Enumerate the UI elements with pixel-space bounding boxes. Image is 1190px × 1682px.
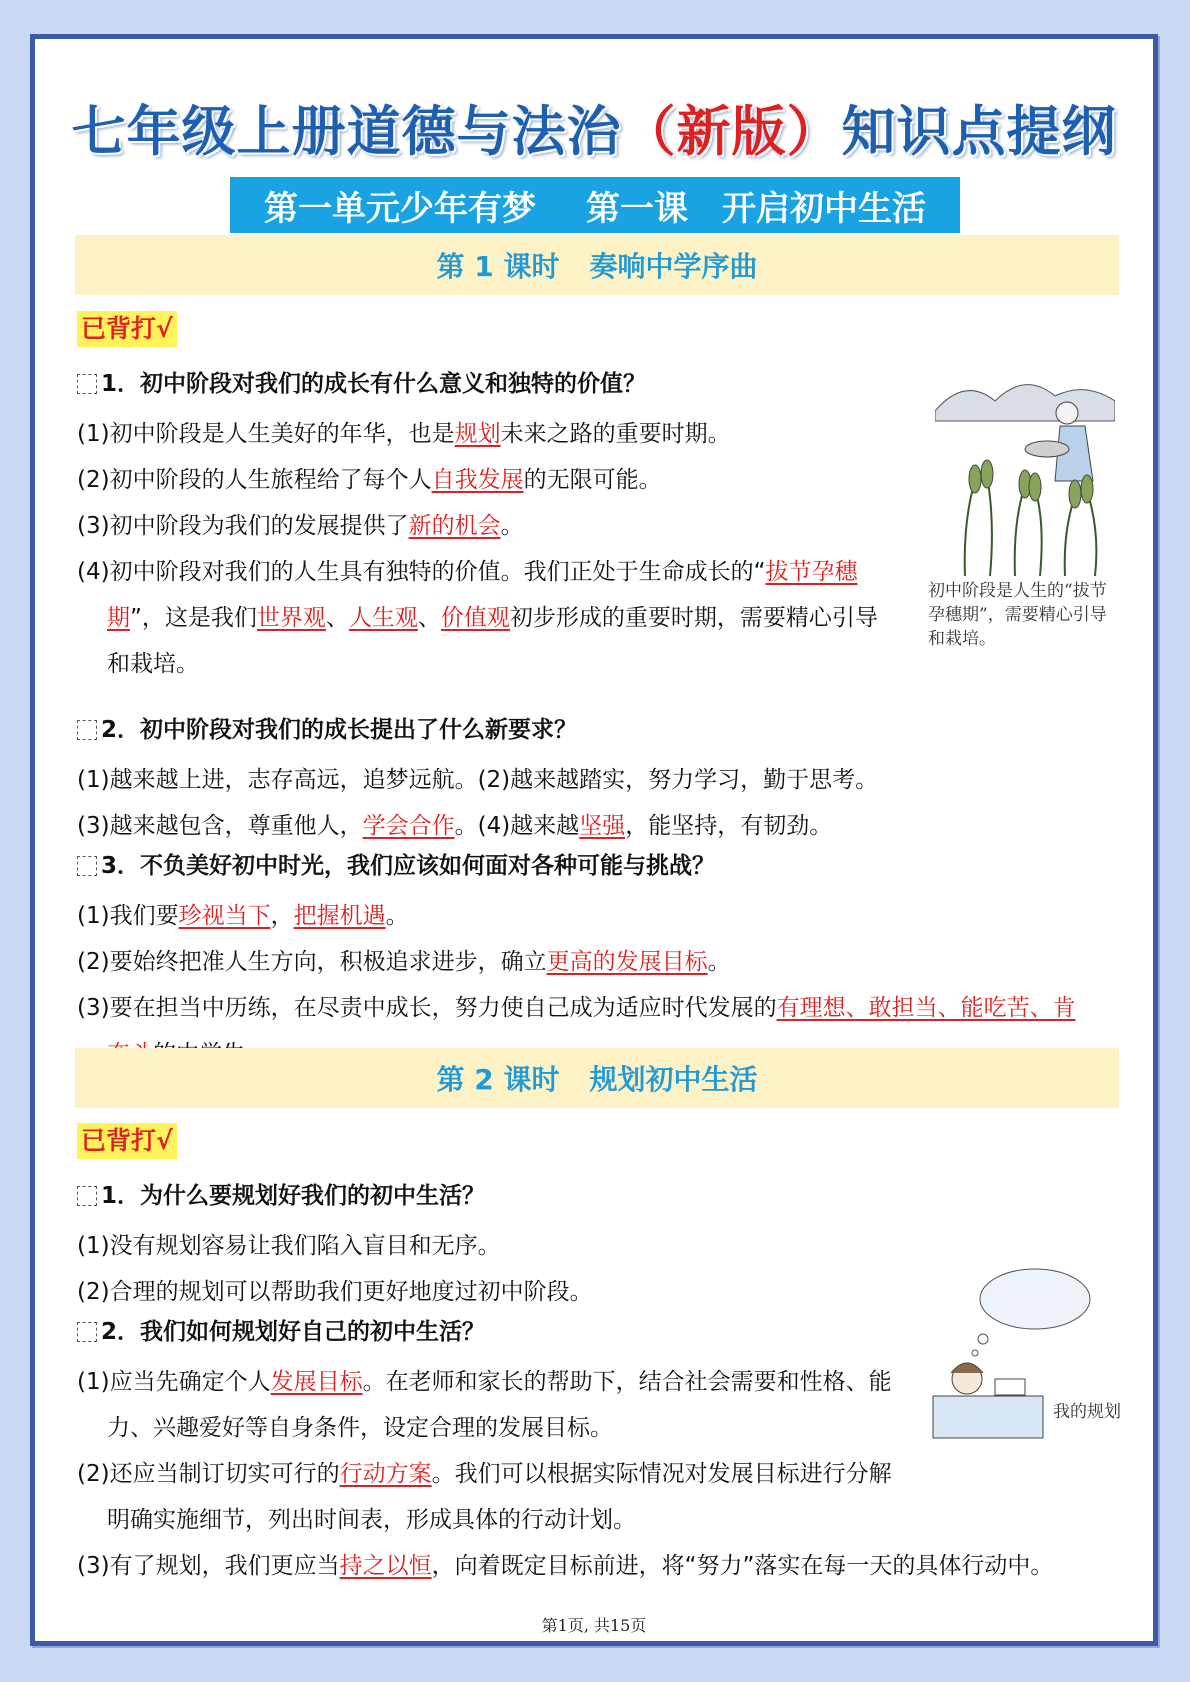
keyword: 期 <box>107 605 130 631</box>
lesson-label: 第一课 开启初中生活 <box>586 188 926 229</box>
answer-line: (2)合理的规划可以帮助我们更好地度过初中阶段。 <box>77 1279 593 1305</box>
checkbox[interactable] <box>77 720 97 740</box>
question-heading <box>77 1317 485 1347</box>
checkbox[interactable] <box>77 856 97 876</box>
keyword: 新的机会 <box>408 513 501 539</box>
memo-tag: 已背打√ <box>77 1123 177 1159</box>
unit-label: 第一单元少年有梦 <box>264 188 536 229</box>
answer-line: (2)要始终把准人生方向，积极追求进步，确立更高的发展目标。 <box>77 949 731 975</box>
answer-line: (2)初中阶段的人生旅程给了每个人自我发展的无限可能。 <box>77 467 662 493</box>
keyword: 人生观 <box>348 605 418 631</box>
answer-line: (3)有了规划，我们更应当持之以恒，向着既定目标前进，将“努力”落实在每一天的具体行动中。 <box>77 1553 1054 1579</box>
lesson2-bar <box>75 1048 1119 1108</box>
keyword: 珍视当下 <box>178 903 271 929</box>
title-text: 七年级上册道德与法治 <box>71 100 622 163</box>
question-heading <box>77 1181 485 1211</box>
answer-line: (1)越来越上进，志存高远，追梦远航。(2)越来越踏实，努力学习，勤于思考。 <box>77 767 879 793</box>
question-text: 2．我们如何规划好自己的初中生活？ <box>101 1319 486 1345</box>
question-heading <box>77 715 577 745</box>
illustration-caption: 我的规划 <box>1053 1402 1121 1422</box>
lesson1-number: 第 1 课时 <box>436 250 560 283</box>
unit-banner <box>230 177 960 233</box>
memo-tag: 已背打√ <box>77 311 177 347</box>
keyword: 持之以恒 <box>339 1553 432 1579</box>
keyword: 世界观 <box>256 605 326 631</box>
answer-line: (3)越来越包含，尊重他人，学会合作。(4)越来越坚强，能坚持，有韧劲。 <box>77 813 833 839</box>
question-text: 1．为什么要规划好我们的初中生活？ <box>101 1183 486 1209</box>
keyword: 学会合作 <box>362 813 455 839</box>
answer-paragraph: (2)还应当制订切实可行的行动方案。我们可以根据实际情况对发展目标进行分解 明确实施细节，列出时间表，形成具体的行动计划。 <box>77 1461 892 1533</box>
keyword: 更高的发展目标 <box>546 949 708 975</box>
lesson2-name: 规划初中生活 <box>589 1063 758 1096</box>
answer-line: (3)初中阶段为我们的发展提供了新的机会。 <box>77 513 524 539</box>
answer-paragraph: (1)应当先确定个人发展目标。在老师和家长的帮助下，结合社会需要和性格、能 力、兴趣爱好等自身条件，设定合理的发展目标。 <box>77 1369 892 1441</box>
keyword: 行动方案 <box>339 1461 432 1487</box>
checkbox[interactable] <box>77 1322 97 1342</box>
answer-line: (1)没有规划容易让我们陷入盲目和无序。 <box>77 1233 501 1259</box>
question-text: 1．初中阶段对我们的成长有什么意义和独特的价值？ <box>101 371 647 397</box>
keyword: 拔节孕穗 <box>765 559 858 585</box>
checkbox[interactable] <box>77 374 97 394</box>
checkbox[interactable] <box>77 1186 97 1206</box>
lesson1-name: 奏响中学序曲 <box>589 250 758 283</box>
question-text: 2．初中阶段对我们的成长提出了什么新要求？ <box>101 717 578 743</box>
keyword: 价值观 <box>440 605 510 631</box>
page-frame <box>30 34 1158 1646</box>
keyword: 发展目标 <box>270 1369 363 1395</box>
lesson2-number: 第 2 课时 <box>436 1063 560 1096</box>
farmer-sowing-illustration <box>935 371 1115 581</box>
question-heading <box>77 369 646 399</box>
keyword: 有理想、敢担当、能吃苦、肯 <box>776 995 1076 1021</box>
keyword: 把握机遇 <box>293 903 386 929</box>
keyword: 规划 <box>454 421 501 447</box>
answer-paragraph: (4)初中阶段对我们的人生具有独特的价值。我们正处于生命成长的“拔节孕穗 期”，这是我们世界观、人生观、价值观初步形成的重要时期，需要精心引导 和栽培。 <box>77 559 878 677</box>
title-paren: （新版） <box>621 100 842 163</box>
page-footer: 第1页, 共15页 <box>541 1616 647 1635</box>
document-title <box>35 89 1153 166</box>
lesson1-bar <box>75 235 1119 295</box>
answer-line: (1)初中阶段是人生美好的年华，也是规划未来之路的重要时期。 <box>77 421 731 447</box>
question-text: 3．不负美好初中时光，我们应该如何面对各种可能与挑战？ <box>101 853 716 879</box>
title-text-end: 知识点提纲 <box>841 100 1117 163</box>
question-heading <box>77 851 715 881</box>
answer-paragraph: (3)要在担当中历练，在尽责中成长，努力使自己成为适应时代发展的有理想、敢担当、能吃苦、肯 <box>77 985 1127 1077</box>
answer-line: (1)我们要珍视当下，把握机遇。 <box>77 903 409 929</box>
keyword: 坚强 <box>579 813 626 839</box>
keyword: 自我发展 <box>431 467 524 493</box>
illustration-caption: 初中阶段是人生的“拔节孕穗期”，需要精心引导和栽培。 <box>928 581 1107 649</box>
